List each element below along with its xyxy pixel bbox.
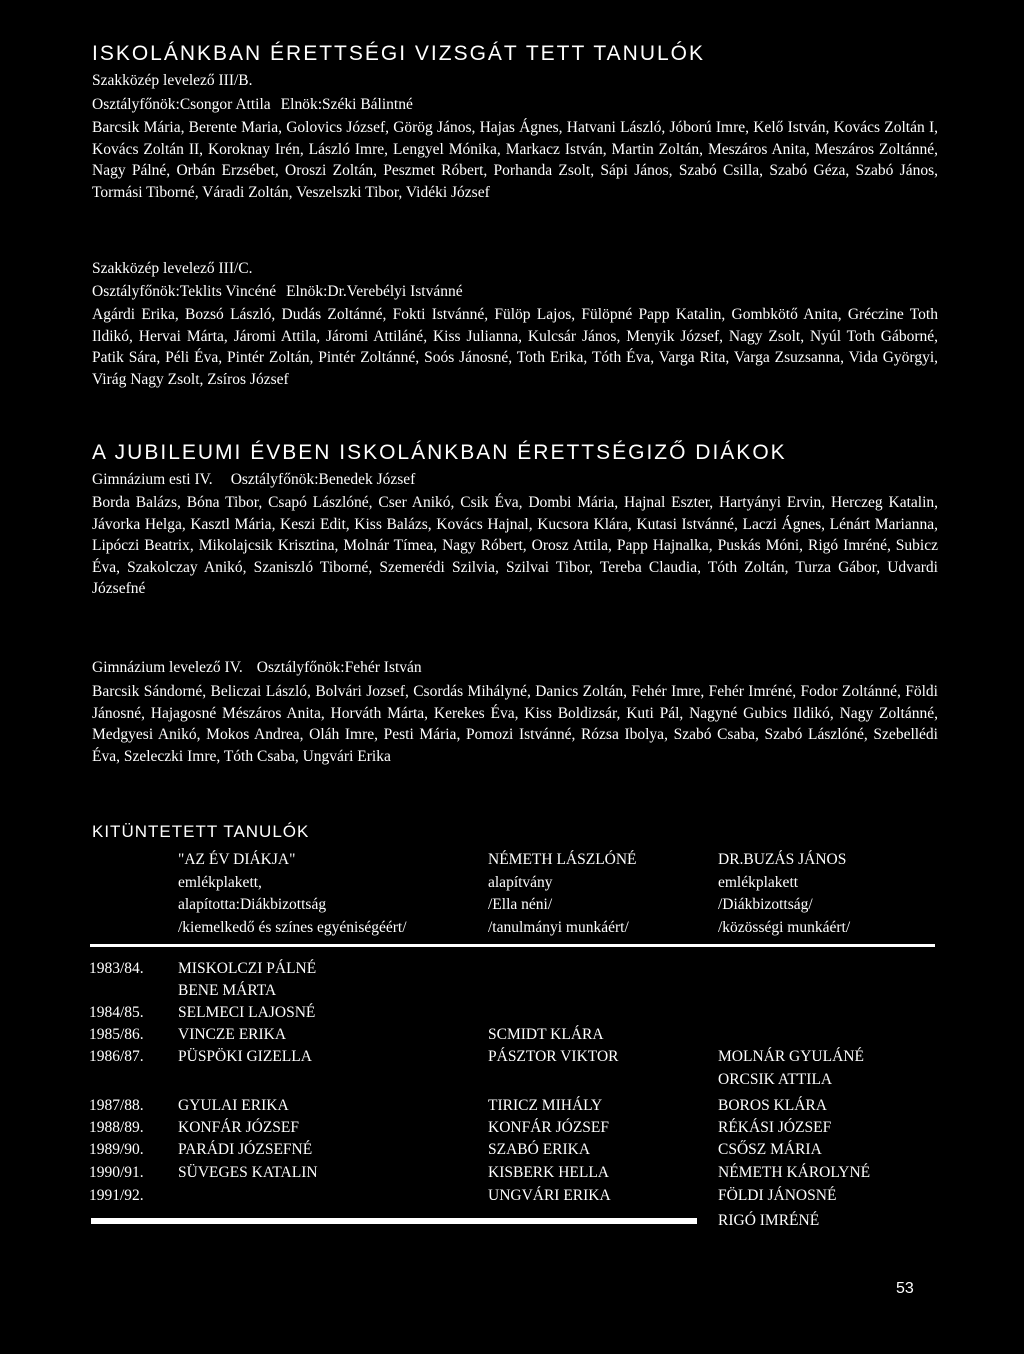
nemeth-cell: UNGVÁRI ERIKA bbox=[488, 1187, 611, 1204]
buzas-cell: RÉKÁSI JÓZSEF bbox=[718, 1119, 832, 1136]
section-title-exam-students: ISKOLÁNKBAN ÉRETTSÉGI VIZSGÁT TETT TANULÓK bbox=[92, 42, 706, 65]
award-name: NÉMETH LÁSZLÓNÉ bbox=[488, 851, 637, 868]
student-list-iii-b: Barcsik Mária, Berente Maria, Golovics József, Görög János, Hajas Ágnes, Hatvani László, Jóború Imre, Kelő István, Kovács Zoltán I, Kovács Zoltán II, Koroknay Irén, László Imre, Lengyel Mónika, Markacz István, Martin Zoltán, Meszáros Anita, Meszáros Zoltánné, Nagy Pálné, Orbán Erzsébet, Oroszi Zoltán, Peszmet Róbert, Porhanda Zsolt, Sápi János, Szabó Csilla, Szabó Géza, Szabó János, Tormási Tiborné, Váradi Zoltán, Veszelszki Tibor, Vidéki József bbox=[92, 119, 938, 201]
buzas-cell: CSŐSZ MÁRIA bbox=[718, 1141, 822, 1158]
class-header-gimnazium-levelezo bbox=[92, 657, 422, 678]
section-title-jubilee-students: A JUBILEUMI ÉVBEN ISKOLÁNKBAN ÉRETTSÉGIZŐ DIÁKOK bbox=[92, 441, 787, 464]
award-line: /Ella néni/ bbox=[488, 896, 553, 913]
class-staff-iii-c bbox=[92, 281, 463, 302]
year-cell: 1987/88. bbox=[89, 1097, 144, 1114]
year-cell: 1983/84. bbox=[89, 960, 144, 977]
ev-diakja-cell: PARÁDI JÓZSEFNÉ bbox=[178, 1141, 313, 1158]
buzas-cell: MOLNÁR GYULÁNÉ bbox=[718, 1048, 864, 1065]
table-bottom-rule bbox=[91, 1218, 697, 1224]
ev-diakja-cell: MISKOLCZI PÁLNÉ bbox=[178, 960, 317, 977]
page-number: 53 bbox=[896, 1280, 914, 1297]
ev-diakja-cell: SÜVEGES KATALIN bbox=[178, 1164, 318, 1181]
table-row bbox=[0, 1048, 1024, 1070]
class-teacher: Osztályfőnök:Teklits Vincéné bbox=[92, 283, 277, 300]
table-row bbox=[0, 982, 1024, 1004]
table-row bbox=[0, 1119, 1024, 1141]
award-line: /kiemelkedő és színes egyéniségéért/ bbox=[178, 918, 407, 936]
award-line: alapítvány bbox=[488, 873, 553, 891]
buzas-cell: RIGÓ IMRÉNÉ bbox=[718, 1212, 820, 1229]
award-header-ev-diakja bbox=[178, 849, 407, 939]
table-row bbox=[0, 1141, 1024, 1163]
award-name: DR.BUZÁS JÁNOS bbox=[718, 851, 847, 868]
table-row bbox=[0, 960, 1024, 982]
class-name-szakkozep-iii-c: Szakközép levelező III/C. bbox=[92, 260, 253, 277]
class-name: Gimnázium levelező IV. bbox=[92, 659, 243, 676]
year-cell: 1989/90. bbox=[89, 1141, 144, 1158]
ev-diakja-cell: VINCZE ERIKA bbox=[178, 1026, 287, 1043]
ev-diakja-cell: PÜSPÖKI GIZELLA bbox=[178, 1048, 312, 1065]
award-line: /tanulmányi munkáért/ bbox=[488, 918, 629, 936]
buzas-cell: FÖLDI JÁNOSNÉ bbox=[718, 1187, 837, 1204]
award-line: /Diákbizottság/ bbox=[718, 896, 813, 913]
award-header-buzas-janos bbox=[718, 849, 850, 939]
student-list-iii-c: Agárdi Erika, Bozsó László, Dudás Zoltánné, Fokti Istvánné, Fülöp Lajos, Fülöpné Papp Katalin, Gombkötő Anita, Gréczine Toth Ildikó, Hervai Márta, Járomi Attila, Járomi Attiláné, Kiss Julianna, Kulcsár János, Menyik József, Nagy Zsolt, Nyúl Toth Gáborné, Patik Sára, Péli Éva, Pintér Zoltán, Pintér Zoltánné, Soós Jánosné, Toth Erika, Tóth Éva, Varga Rita, Varga Zsuzsanna, Vida Györgyi, Virág Nagy Zsolt, Zsíros József bbox=[92, 306, 938, 388]
ev-diakja-cell: KONFÁR JÓZSEF bbox=[178, 1119, 300, 1136]
award-name: "AZ ÉV DIÁKJA" bbox=[178, 851, 296, 868]
class-teacher: Osztályfőnök:Fehér István bbox=[256, 659, 422, 676]
table-row bbox=[0, 1071, 1024, 1093]
table-row bbox=[0, 1004, 1024, 1026]
class-staff-iii-b bbox=[92, 94, 413, 115]
class-chair: Elnök:Dr.Verebélyi Istvánné bbox=[286, 283, 463, 300]
nemeth-cell: KONFÁR JÓZSEF bbox=[488, 1119, 610, 1136]
award-line: emlékplakett, bbox=[178, 873, 262, 891]
table-row bbox=[0, 1187, 1024, 1209]
buzas-cell: BOROS KLÁRA bbox=[718, 1097, 827, 1114]
table-top-rule bbox=[90, 944, 935, 947]
class-chair: Elnök:Széki Bálintné bbox=[280, 96, 413, 113]
nemeth-cell: KISBERK HELLA bbox=[488, 1164, 609, 1181]
nemeth-cell: TIRICZ MIHÁLY bbox=[488, 1097, 603, 1114]
year-cell: 1988/89. bbox=[89, 1119, 144, 1136]
student-list-gimnazium-esti: Borda Balázs, Bóna Tibor, Csapó Lászlóné, Cser Anikó, Csik Éva, Dombi Mária, Hajnal Eszter, Hartyányi Ervin, Herczeg Katalin, Jávorka Helga, Kasztl Mária, Keszi Edit, Kiss Balázs, Kovács Hajnal, Kucsora Klára, Kutasi Istvánné, Laczi Ágnes, Lénárt Marianna, Lipóczi Beatrix, Mikolajcsik Krisztina, Molnár Tímea, Nagy Róbert, Orosz Attila, Papp Hajnalka, Puskás Móni, Rigó Imréné, Subicz Éva, Szakolczay Anikó, Szaniszló Tiborné, Szemerédi Szilvia, Szilvai Tibor, Tereba Claudia, Tóth Zoltán, Turza Gábor, Udvardi Józsefné bbox=[92, 494, 938, 597]
nemeth-cell: SCMIDT KLÁRA bbox=[488, 1026, 604, 1043]
ev-diakja-cell: SELMECI LAJOSNÉ bbox=[178, 1004, 316, 1021]
buzas-cell: NÉMETH KÁROLYNÉ bbox=[718, 1164, 871, 1181]
class-header-gimnazium-esti bbox=[92, 469, 415, 490]
student-list-gimnazium-levelezo: Barcsik Sándorné, Beliczai László, Bolvári Jozsef, Csordás Mihályné, Danics Zoltán, Fehér Imre, Fehér Imréné, Fodor Zoltánné, Földi Jánosné, Hajagosné Mészáros Anita, Horváth Márta, Kerekes Éva, Kiss Boldizsár, Kuti Pál, Nagyné Gubics Ildikó, Nagy Zoltánné, Medgyesi Anikó, Mokos Andrea, Oláh Imre, Pesti Mária, Pomozi Istvánné, Rózsa Ibolya, Szabó Csaba, Szabó Lászlóné, Szebellédi Éva, Szeleczki Imre, Tóth Csaba, Ungvári Erika bbox=[92, 683, 938, 765]
class-teacher: Osztályfőnök:Benedek József bbox=[230, 471, 416, 488]
year-cell: 1990/91. bbox=[89, 1164, 144, 1181]
year-cell: 1985/86. bbox=[89, 1026, 144, 1043]
ev-diakja-cell: BENE MÁRTA bbox=[178, 982, 277, 999]
class-name-szakkozep-iii-b: Szakközép levelező III/B. bbox=[92, 72, 253, 89]
nemeth-cell: SZABÓ ERIKA bbox=[488, 1141, 591, 1158]
award-line: /közösségi munkáért/ bbox=[718, 918, 851, 936]
section-title-awarded-students: KITÜNTETETT TANULÓK bbox=[92, 822, 310, 841]
class-name: Gimnázium esti IV. bbox=[92, 471, 213, 488]
table-row bbox=[0, 1164, 1024, 1186]
table-row bbox=[0, 1097, 1024, 1119]
award-line: emlékplakett bbox=[718, 873, 799, 891]
class-teacher: Osztályfőnök:Csongor Attila bbox=[92, 96, 271, 113]
award-header-nemeth-laszlone bbox=[488, 849, 637, 939]
award-line: alapította:Diákbizottság bbox=[178, 896, 327, 913]
table-row bbox=[0, 1026, 1024, 1048]
year-cell: 1991/92. bbox=[89, 1187, 144, 1204]
ev-diakja-cell: GYULAI ERIKA bbox=[178, 1097, 289, 1114]
year-cell: 1986/87. bbox=[89, 1048, 144, 1065]
nemeth-cell: PÁSZTOR VIKTOR bbox=[488, 1048, 619, 1065]
year-cell: 1984/85. bbox=[89, 1004, 144, 1021]
buzas-cell: ORCSIK ATTILA bbox=[718, 1071, 833, 1088]
